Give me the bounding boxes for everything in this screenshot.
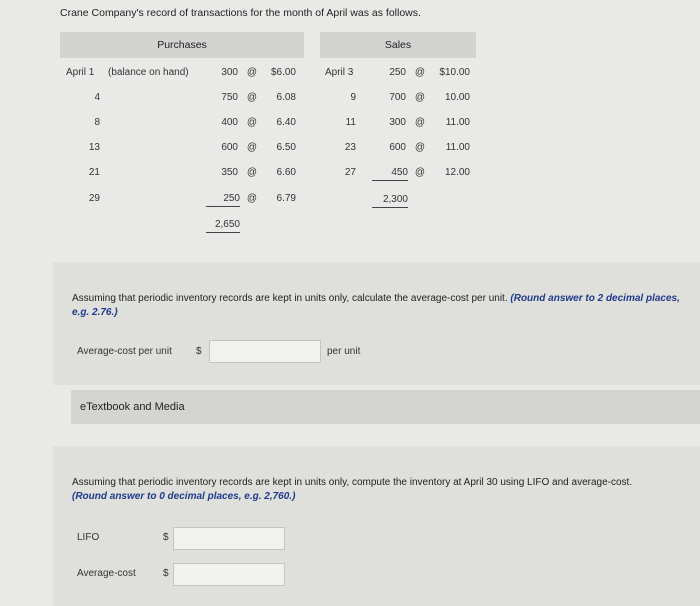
purchase-cost: 6.40 <box>276 117 296 128</box>
sale-qty: 300 <box>389 117 406 128</box>
at-symbol: @ <box>414 142 426 153</box>
purchase-date: 21 <box>88 167 100 178</box>
lifo-label: LIFO <box>77 532 100 543</box>
purchase-qty: 600 <box>221 142 238 153</box>
question-2-hint: (Round answer to 0 decimal places, e.g. 2,760.) <box>72 491 296 502</box>
sale-date: April 3 <box>325 67 354 78</box>
sale-qty: 700 <box>389 92 406 103</box>
question-2-panel <box>53 446 700 606</box>
purchase-qty: 300 <box>221 67 238 78</box>
at-symbol: @ <box>414 67 426 78</box>
at-symbol: @ <box>246 92 258 103</box>
average-cost-input[interactable] <box>209 340 321 363</box>
sale-price: 11.00 <box>445 142 470 153</box>
question-1-hint: (Round answer to 2 decimal places, e.g. 2.76.) <box>72 293 680 318</box>
etextbook-label: eTextbook and Media <box>80 401 185 413</box>
purchase-cost: 6.60 <box>276 167 296 178</box>
purchases-header: Purchases <box>60 32 304 58</box>
purchase-cost: 6.08 <box>276 92 296 103</box>
sale-date: 23 <box>344 142 356 153</box>
dollar-sign: $ <box>163 568 169 579</box>
dollar-sign: $ <box>196 346 202 357</box>
question-1-body: Assuming that periodic inventory records are kept in units only, calculate the average-cost per unit. <box>72 293 508 304</box>
sale-date: 9 <box>350 92 356 103</box>
purchase-date: 13 <box>88 142 100 153</box>
average-cost-label: Average-cost per unit <box>77 346 172 357</box>
at-symbol: @ <box>414 167 426 178</box>
at-symbol: @ <box>246 193 258 204</box>
purchase-cost: 6.50 <box>276 142 296 153</box>
purchase-date: 4 <box>94 92 100 103</box>
average-cost-label: Average-cost <box>77 568 136 579</box>
sales-total: 2,300 <box>372 194 408 208</box>
sale-qty: 450 <box>372 167 408 181</box>
purchase-qty: 350 <box>221 167 238 178</box>
purchase-cost: 6.79 <box>276 193 296 204</box>
intro-text: Crane Company's record of transactions for the month of April was as follows. <box>60 7 421 19</box>
sale-price: 12.00 <box>444 167 470 178</box>
purchase-date: 29 <box>88 193 100 204</box>
sale-date: 27 <box>344 167 356 178</box>
purchase-date: April 1 <box>66 67 95 78</box>
at-symbol: @ <box>246 167 258 178</box>
question-1-panel <box>53 262 700 385</box>
question-2-text <box>72 476 692 504</box>
purchase-note: (balance on hand) <box>108 67 189 78</box>
average-cost-inventory-input[interactable] <box>173 563 285 586</box>
sale-price: 10.00 <box>444 92 470 103</box>
purchase-cost: $6.00 <box>270 67 296 78</box>
sale-date: 11 <box>345 117 356 128</box>
purchase-qty: 750 <box>221 92 238 103</box>
dollar-sign: $ <box>163 532 169 543</box>
at-symbol: @ <box>246 117 258 128</box>
at-symbol: @ <box>246 142 258 153</box>
sale-price: 11.00 <box>445 117 470 128</box>
per-unit-label: per unit <box>327 346 361 357</box>
question-2-body: Assuming that periodic inventory records are kept in units only, compute the inventory at April 30 using LIFO and average-cost. <box>72 477 633 488</box>
at-symbol: @ <box>414 117 426 128</box>
sales-header: Sales <box>320 32 476 58</box>
at-symbol: @ <box>246 67 258 78</box>
sale-qty: 600 <box>389 142 406 153</box>
purchases-total: 2,650 <box>206 219 240 233</box>
purchase-date: 8 <box>94 117 100 128</box>
question-1-text <box>72 292 692 320</box>
etextbook-media-button[interactable] <box>71 390 700 424</box>
sale-price: $10.00 <box>439 67 470 78</box>
lifo-input[interactable] <box>173 527 285 550</box>
purchase-qty: 400 <box>221 117 238 128</box>
purchase-qty: 250 <box>206 193 240 207</box>
sale-qty: 250 <box>389 67 406 78</box>
at-symbol: @ <box>414 92 426 103</box>
